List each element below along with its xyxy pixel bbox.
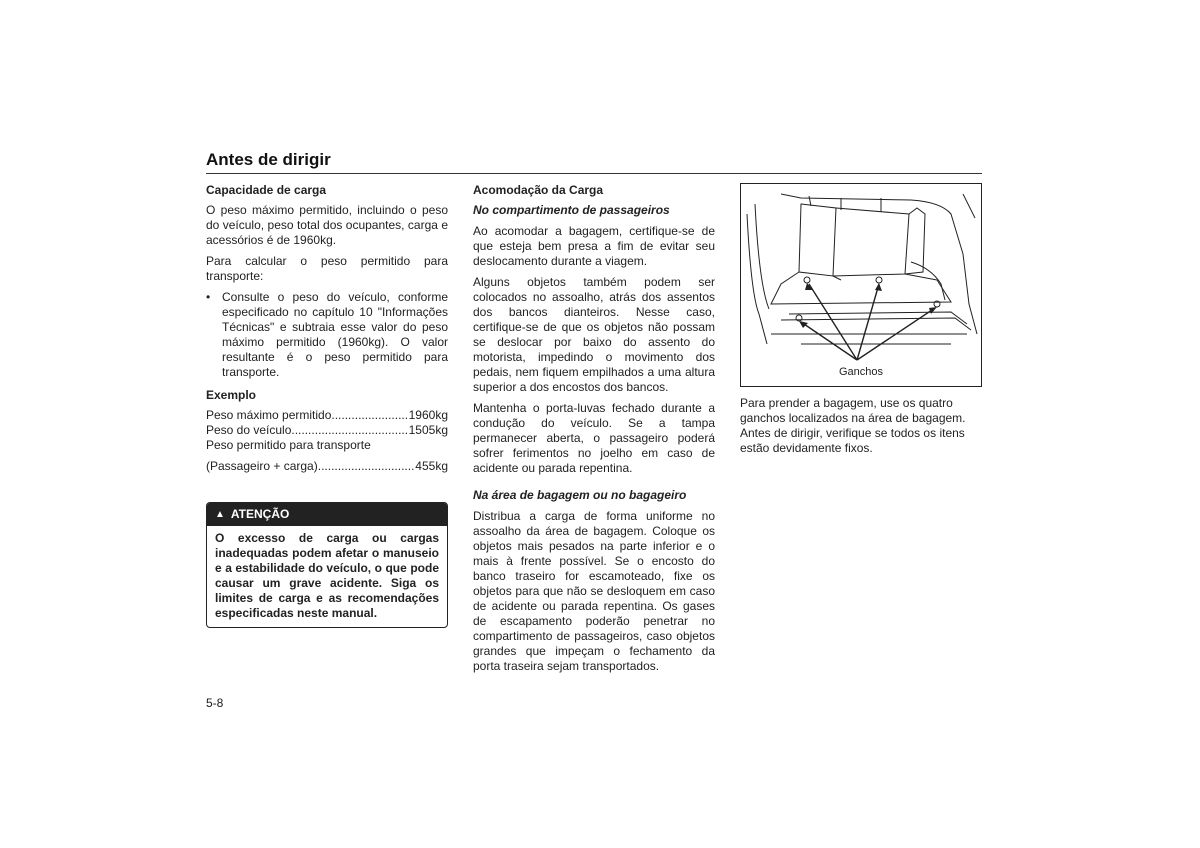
paragraph: Alguns objetos também podem ser colocados no assoalho, atrás dos assentos dos bancos dianteiros. Nesse caso, certifique-se de que os objetos não possam se deslocar por baixo do assento do motorista, impedindo o movimento dos pedais, nem fiquem empilhados a uma altura superior a dos encostos dos bancos.	[473, 275, 715, 394]
warning-title: ATENÇÃO	[230, 507, 290, 521]
column-left	[206, 183, 448, 628]
page-number: 5-8	[206, 696, 224, 710]
example-row	[206, 423, 448, 438]
warning-triangle-icon: ▲	[215, 509, 225, 520]
paragraph: Distribua a carga de forma uniforme no assoalho da área de bagagem. Coloque os objetos mais pesados na parte inferior e o mais à frente possível. Se o encosto do banco traseiro for escamoteado, fixe os objetos para que não se desloquem em caso de acidente ou parada repentina. Os gases de escapamento poderão penetrar no compartimento de passageiros, caso objetos grandes que impeçam o fechamento da porta traseira sejam transportados.	[473, 509, 715, 673]
page-header	[206, 150, 982, 174]
page-title: Antes de dirigir	[206, 150, 331, 169]
row-label: Peso do veículo	[206, 423, 292, 437]
warning-box	[206, 502, 448, 628]
bullet-text: Consulte o peso do veículo, conforme especificado no capítulo 10 "Informações Técnicas" e subtraia esse valor do peso máximo permitido (1960kg). O valor resultante é o peso permitido para transporte.	[222, 290, 448, 379]
row-value: 1505kg	[408, 423, 448, 437]
warning-text: O excesso de carga ou cargas inadequadas podem afetar o manuseio e a estabilidade do veículo, o que pode causar um grave acidente. Siga os limites de carga e as recomendações especificadas neste manual.	[215, 531, 439, 620]
example-row	[206, 459, 448, 474]
example-row	[206, 408, 448, 423]
subheading-luggage-area: Na área de bagagem ou no bagageiro	[473, 488, 687, 502]
row-value: 1960kg	[408, 408, 448, 422]
cargo-hooks-figure	[740, 183, 982, 387]
section-heading-load-capacity: Capacidade de carga	[206, 183, 327, 197]
paragraph: Ao acomodar a bagagem, certifique-se de que esteja bem presa a fim de evitar seu deslocamento durante a viagem.	[473, 224, 715, 268]
example-table	[206, 408, 448, 474]
column-middle	[473, 183, 715, 680]
example-row: Peso permitido para transporte	[206, 438, 371, 452]
paragraph: Para calcular o peso permitido para transporte:	[206, 254, 448, 283]
warning-header	[207, 503, 447, 526]
paragraph: Mantenha o porta-luvas fechado durante a condução do veículo. Se a tampa permanecer aberta, o passageiro poderá sofrer ferimentos no joelho em caso de acidente ou parada repentina.	[473, 401, 715, 475]
subheading-passenger-compartment: No compartimento de passageiros	[473, 203, 670, 217]
section-heading-example: Exemplo	[206, 388, 257, 402]
section-heading-cargo: Acomodação da Carga	[473, 183, 604, 197]
row-label: (Passageiro + carga)	[206, 459, 318, 473]
bullet-item	[206, 290, 448, 380]
cargo-area-illustration	[741, 184, 981, 364]
bullet-icon: •	[206, 290, 211, 304]
column-right	[740, 183, 982, 462]
paragraph: O peso máximo permitido, incluindo o peso do veículo, peso total dos ocupantes, carga e acessórios é de 1960kg.	[206, 203, 448, 247]
paragraph: Para prender a bagagem, use os quatro ganchos localizados na área de bagagem. Antes de dirigir, verifique se todos os itens estão devidamente fixos.	[740, 396, 966, 455]
row-value: 455kg	[415, 459, 448, 473]
row-label: Peso máximo permitido	[206, 408, 332, 422]
figure-caption: Ganchos	[838, 366, 884, 378]
